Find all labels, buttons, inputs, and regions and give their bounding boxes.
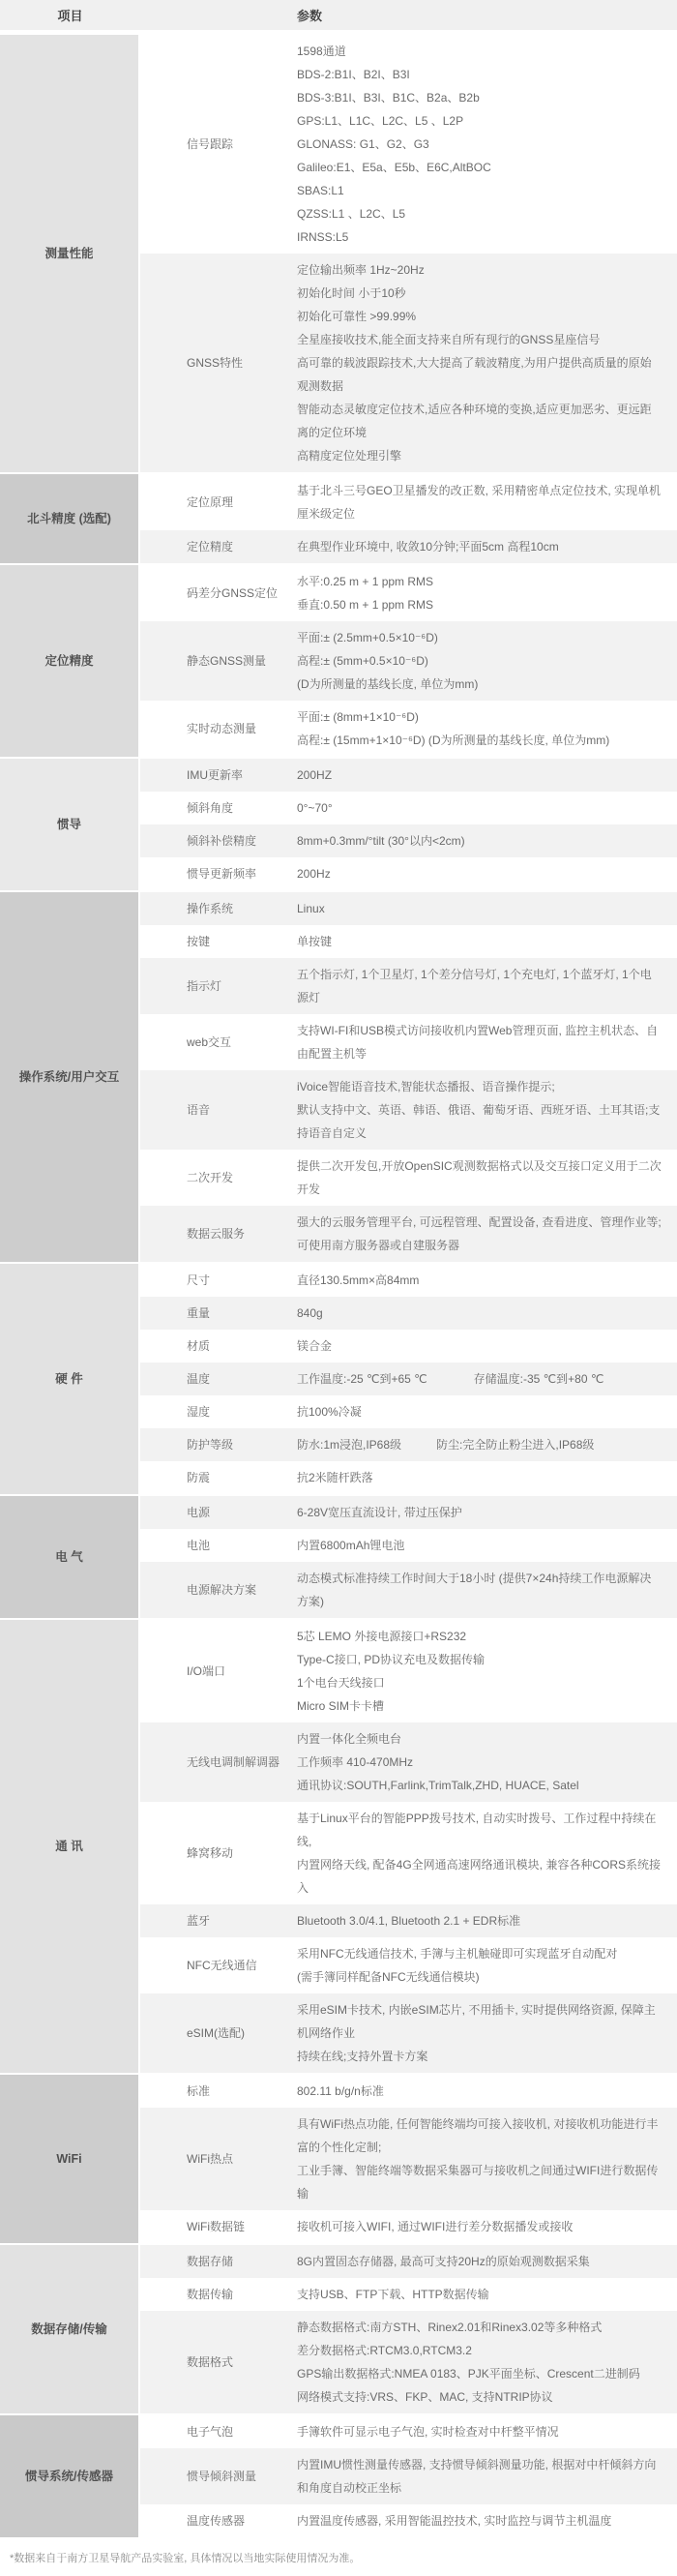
spec-row (140, 925, 677, 958)
value-line: BDS-3:B1I、B3I、B1C、B2a、B2b (297, 91, 480, 105)
category-section (0, 1494, 677, 1618)
param-values (297, 2453, 677, 2500)
param-name: 标准 (187, 2084, 211, 2098)
value-line: 抗2米随杆跌落 (297, 1471, 373, 1484)
param-name: 码差分GNSS定位 (187, 586, 279, 600)
param-values (297, 2509, 677, 2532)
value-line: 采用eSIM卡技术, 内嵌eSIM芯片, 不用插卡, 实时提供网络资源, 保障主机网络作业 (297, 2003, 656, 2040)
spec-row (140, 792, 677, 824)
param-name: 材质 (187, 1339, 211, 1353)
spec-row (140, 857, 677, 890)
value-line: 智能动态灵敏度定位技术,适应各种环境的变换,适应更加恶劣、更远距离的定位环境 (297, 403, 652, 439)
spec-row (140, 2448, 677, 2504)
param-name: 定位原理 (187, 495, 234, 509)
spec-row (140, 1620, 677, 1722)
param-values (297, 1501, 677, 1524)
param-name: 电源解决方案 (187, 1583, 257, 1597)
param-name: 数据格式 (187, 2355, 234, 2369)
spec-row (140, 474, 677, 530)
category-section (0, 1262, 677, 1494)
param-values (297, 535, 677, 558)
param-values (297, 1466, 677, 1489)
value-line: 单按键 (297, 935, 333, 948)
spec-row (140, 2311, 677, 2413)
spec-row (140, 530, 677, 563)
value-line: 0°~70° (297, 801, 333, 815)
param-name: 指示灯 (187, 979, 222, 993)
param-name: 湿度 (187, 1405, 211, 1419)
spec-table (0, 33, 677, 2537)
param-values (297, 258, 677, 467)
param-name: 蜂窝移动 (187, 1846, 234, 1860)
value-line: 接收机可接入WIFI, 通过WIFI进行差分数据播发或接收 (297, 2220, 574, 2233)
param-name: 电源 (187, 1506, 211, 1519)
category-label: 北斗精度 (选配) (0, 474, 140, 563)
value-line: 手簿软件可显示电子气泡, 实时检查对中杆整平情况 (297, 2425, 559, 2439)
category-rows (140, 759, 677, 890)
value-line: IRNSS:L5 (297, 230, 349, 244)
param-values (297, 2215, 677, 2238)
param-name: 防震 (187, 1471, 211, 1484)
value-line: 工作温度:-25 ℃到+65 ℃ 存储温度:-35 ℃到+80 ℃ (297, 1372, 604, 1386)
param-values (297, 2112, 677, 2205)
category-rows (140, 1264, 677, 1494)
param-values (297, 862, 677, 885)
spec-row (140, 1014, 677, 1070)
param-name: WiFi热点 (187, 2152, 233, 2166)
param-values (297, 1998, 677, 2068)
param-values (297, 829, 677, 853)
spec-row (140, 1150, 677, 1206)
value-line: 平面:± (8mm+1×10⁻⁶D) (297, 710, 419, 724)
spec-row (140, 1529, 677, 1562)
category-section (0, 2243, 677, 2413)
spec-row (140, 1904, 677, 1937)
value-line: 内置6800mAh锂电池 (297, 1539, 405, 1552)
param-values (297, 1567, 677, 1613)
spec-row (140, 2504, 677, 2537)
param-name: 无线电调制解调器 (187, 1755, 280, 1769)
param-name: 数据传输 (187, 2288, 234, 2301)
value-line: (需手簿同样配备NFC无线通信模块) (297, 1970, 480, 1984)
category-rows (140, 565, 677, 757)
value-line: 支持WI-FI和USB模式访问接收机内置Web管理页面, 监控主机状态、自由配置主机等 (297, 1024, 659, 1061)
param-name: 尺寸 (187, 1273, 211, 1287)
spec-row (140, 1993, 677, 2073)
value-line: 高程:± (5mm+0.5×10⁻⁶D) (297, 654, 428, 668)
category-rows (140, 892, 677, 1262)
param-values (297, 40, 677, 249)
value-line: GPS:L1、L1C、L2C、L5 、L2P (297, 114, 464, 128)
param-name: 电池 (187, 1539, 211, 1552)
category-rows (140, 1620, 677, 2073)
param-values (297, 2250, 677, 2273)
value-line: 全星座接收技术,能全面支持来自所有现行的GNSS星座信号 (297, 333, 601, 346)
category-label: 硬 件 (0, 1264, 140, 1494)
spec-row (140, 35, 677, 254)
value-line: 8G内置固态存储器, 最高可支持20Hz的原始观测数据采集 (297, 2255, 590, 2268)
spec-row (140, 1206, 677, 1262)
spec-row (140, 1297, 677, 1330)
value-line: iVoice智能语音技术,智能状态播报、语音操作提示; (297, 1080, 555, 1093)
value-line: 840g (297, 1306, 323, 1320)
value-line: 高可靠的载波跟踪技术,大大提高了载波精度,为用户提供高质量的原始观测数据 (297, 356, 652, 393)
value-line: 高精度定位处理引擎 (297, 449, 402, 463)
param-name: 温度 (187, 1372, 211, 1386)
value-line: 802.11 b/g/n标准 (297, 2084, 384, 2098)
value-line: 默认支持中文、英语、韩语、俄语、葡萄牙语、西班牙语、土耳其语;支持语音自定义 (297, 1103, 661, 1140)
spec-row (140, 1363, 677, 1395)
param-values (297, 1400, 677, 1423)
category-rows (140, 2075, 677, 2243)
value-line: 动态模式标准持续工作时间大于18小时 (提供7×24h持续工作电源解决方案) (297, 1572, 652, 1608)
param-values (297, 2316, 677, 2409)
param-name: NFC无线通信 (187, 1959, 257, 1972)
spec-row (140, 2108, 677, 2210)
category-label: 惯导系统/传感器 (0, 2415, 140, 2537)
param-values (297, 1367, 677, 1391)
category-label: WiFi (0, 2075, 140, 2243)
value-line: 可使用南方服务器或自建服务器 (297, 1239, 460, 1252)
param-values (297, 626, 677, 696)
param-values (297, 764, 677, 787)
value-line: 基于Linux平台的智能PPP拨号技术, 自动实时拨号、工作过程中持续在线, (297, 1812, 657, 1848)
param-name: 信号跟踪 (187, 137, 234, 151)
value-line: 差分数据格式:RTCM3.0,RTCM3.2 (297, 2344, 472, 2357)
value-line: 内置网络天线, 配备4G全网通高速网络通讯模块, 兼容各种CORS系统接入 (297, 1858, 662, 1895)
param-values (297, 1625, 677, 1718)
spec-row (140, 1722, 677, 1802)
value-line: 五个指示灯, 1个卫星灯, 1个差分信号灯, 1个充电灯, 1个蓝牙灯, 1个电源灯 (297, 968, 652, 1004)
spec-row (140, 1330, 677, 1363)
param-values (297, 1807, 677, 1900)
param-name: I/O端口 (187, 1664, 226, 1678)
category-section (0, 1618, 677, 2073)
spec-row (140, 1428, 677, 1461)
param-values (297, 1433, 677, 1456)
param-name: 电子气泡 (187, 2425, 234, 2439)
value-line: 垂直:0.50 m + 1 ppm RMS (297, 598, 434, 612)
category-label: 数据存储/传输 (0, 2245, 140, 2413)
spec-row (140, 1562, 677, 1618)
header-param-column: 参数 (297, 9, 323, 23)
category-rows (140, 35, 677, 472)
param-values (297, 1727, 677, 1797)
param-values (297, 1269, 677, 1292)
category-label: 操作系统/用户交互 (0, 892, 140, 1262)
param-name: 数据云服务 (187, 1227, 246, 1241)
category-section (0, 472, 677, 563)
param-values (297, 1211, 677, 1257)
param-name: eSIM(选配) (187, 2026, 246, 2040)
value-line: 通讯协议:SOUTH,Farlink,TrimTalk,ZHD, HUACE, Satel (297, 1779, 579, 1792)
param-name: 惯导倾斜测量 (187, 2470, 257, 2483)
param-values (297, 2420, 677, 2443)
value-line: 1598通道 (297, 45, 346, 58)
value-line: 镁合金 (297, 1339, 333, 1353)
param-values (297, 1909, 677, 1932)
param-name: 实时动态测量 (187, 722, 257, 735)
category-rows (140, 2245, 677, 2413)
param-values (297, 1534, 677, 1557)
category-label: 定位精度 (0, 565, 140, 757)
param-values (297, 1075, 677, 1145)
spec-row (140, 1802, 677, 1904)
param-name: 按键 (187, 935, 211, 948)
param-name: 温度传感器 (187, 2514, 246, 2528)
spec-row (140, 2245, 677, 2278)
category-rows (140, 2415, 677, 2537)
spec-row (140, 892, 677, 925)
value-line: 具有WiFi热点功能, 任何智能终端均可接入接收机, 对接收机功能进行丰富的个性化定制; (297, 2117, 659, 2154)
value-line: QZSS:L1 、L2C、L5 (297, 207, 406, 221)
value-line: 8mm+0.3mm/°tilt (30°以内<2cm) (297, 834, 465, 848)
spec-row (140, 621, 677, 701)
param-name: 蓝牙 (187, 1914, 211, 1928)
value-line: 200Hz (297, 867, 331, 881)
param-values (297, 930, 677, 953)
param-values (297, 570, 677, 616)
value-line: 网络模式支持:VRS、FKP、MAC, 支持NTRIP协议 (297, 2390, 553, 2404)
spec-row (140, 254, 677, 472)
value-line: 内置IMU惯性测量传感器, 支持惯导倾斜测量功能, 根据对中杆倾斜方向和角度自动校正坐标 (297, 2458, 657, 2495)
header-item-column: 项目 (57, 9, 83, 23)
param-name: WiFi数据链 (187, 2220, 245, 2233)
param-values (297, 705, 677, 752)
category-section (0, 33, 677, 472)
value-line: Bluetooth 3.0/4.1, Bluetooth 2.1 + EDR标准 (297, 1914, 521, 1928)
param-name: web交互 (187, 1035, 232, 1049)
value-line: 工作频率 410-470MHz (297, 1755, 414, 1769)
spec-row (140, 2415, 677, 2448)
value-line: 抗100%冷凝 (297, 1405, 362, 1419)
spec-row (140, 824, 677, 857)
spec-row (140, 1264, 677, 1297)
category-section (0, 757, 677, 890)
param-name: 定位精度 (187, 540, 234, 554)
spec-row (140, 759, 677, 792)
category-label: 惯导 (0, 759, 140, 890)
value-line: Galileo:E1、E5a、E5b、E6C,AltBOC (297, 161, 491, 174)
spec-row (140, 2278, 677, 2311)
param-name: 语音 (187, 1103, 211, 1117)
param-values (297, 1154, 677, 1201)
value-line: 高程:± (15mm+1×10⁻⁶D) (D为所测量的基线长度, 单位为mm) (297, 734, 610, 747)
category-rows (140, 1496, 677, 1618)
param-name: 静态GNSS测量 (187, 654, 267, 668)
value-line: 初始化时间 小于10秒 (297, 286, 406, 300)
value-line: 持续在线;支持外置卡方案 (297, 2050, 428, 2063)
param-name: 倾斜角度 (187, 801, 234, 815)
spec-row (140, 2075, 677, 2108)
value-line: 6-28V宽压直流设计, 带过压保护 (297, 1506, 462, 1519)
value-line: 5芯 LEMO 外接电源接口+RS232 (297, 1630, 467, 1643)
value-line: 内置温度传感器, 采用智能温控技术, 实时监控与调节主机温度 (297, 2514, 612, 2528)
param-values (297, 1334, 677, 1358)
param-values (297, 1019, 677, 1065)
spec-row (140, 565, 677, 621)
value-line: 基于北斗三号GEO卫星播发的改正数, 采用精密单点定位技术, 实现单机厘米级定位 (297, 484, 662, 521)
category-rows (140, 474, 677, 563)
param-name: 操作系统 (187, 902, 234, 915)
value-line: 定位输出频率 1Hz~20Hz (297, 263, 425, 277)
category-section (0, 890, 677, 1262)
param-values (297, 2080, 677, 2103)
value-line: (D为所测量的基线长度, 单位为mm) (297, 677, 479, 691)
param-values (297, 963, 677, 1009)
param-name: GNSS特性 (187, 356, 244, 370)
value-line: 水平:0.25 m + 1 ppm RMS (297, 575, 434, 588)
param-values (297, 479, 677, 525)
param-name: 二次开发 (187, 1171, 234, 1184)
spec-row (140, 701, 677, 757)
category-section (0, 563, 677, 757)
category-section (0, 2073, 677, 2243)
value-line: 直径130.5mm×高84mm (297, 1273, 420, 1287)
spec-row (140, 1395, 677, 1428)
value-line: 平面:± (2.5mm+0.5×10⁻⁶D) (297, 631, 438, 644)
param-values (297, 897, 677, 920)
value-line: 静态数据格式:南方STH、Rinex2.01和Rinex3.02等多种格式 (297, 2321, 603, 2334)
param-values (297, 2283, 677, 2306)
value-line: Micro SIM卡卡槽 (297, 1699, 385, 1713)
value-line: Linux (297, 902, 325, 915)
param-name: 惯导更新频率 (187, 867, 257, 881)
category-label: 通 讯 (0, 1620, 140, 2073)
value-line: 在典型作业环境中, 收敛10分钟;平面5cm 高程10cm (297, 540, 559, 554)
param-values (297, 796, 677, 820)
value-line: 1个电台天线接口 (297, 1676, 385, 1690)
value-line: Type-C接口, PD协议充电及数据传输 (297, 1653, 486, 1666)
spec-row (140, 1070, 677, 1150)
category-section (0, 2413, 677, 2537)
param-name: 数据存储 (187, 2255, 234, 2268)
spec-row (140, 2210, 677, 2243)
table-header (0, 0, 677, 30)
value-line: GLONASS: G1、G2、G3 (297, 137, 429, 151)
value-line: GPS输出数据格式:NMEA 0183、PJK平面坐标、Crescent二进制码 (297, 2367, 640, 2381)
param-name: 倾斜补偿精度 (187, 834, 257, 848)
param-name: 防护等级 (187, 1438, 234, 1452)
value-line: 初始化可靠性 >99.99% (297, 310, 417, 323)
value-line: 内置一体化全频电台 (297, 1732, 402, 1746)
value-line: 200HZ (297, 768, 333, 782)
spec-row (140, 1461, 677, 1494)
value-line: 采用NFC无线通信技术, 手簿与主机触碰即可实现蓝牙自动配对 (297, 1947, 618, 1961)
param-name: 重量 (187, 1306, 211, 1320)
spec-row (140, 1937, 677, 1993)
category-label: 电 气 (0, 1496, 140, 1618)
value-line: 提供二次开发包,开放OpenSIC观测数据格式以及交互接口定义用于二次开发 (297, 1159, 662, 1196)
value-line: 支持USB、FTP下载、HTTP数据传输 (297, 2288, 489, 2301)
value-line: BDS-2:B1I、B2I、B3I (297, 68, 410, 81)
param-values (297, 1302, 677, 1325)
value-line: 工业手簿、智能终端等数据采集器可与接收机之间通过WIFI进行数据传输 (297, 2164, 659, 2201)
value-line: 强大的云服务管理平台, 可远程管理、配置设备, 查看进度、管理作业等; (297, 1215, 662, 1229)
category-label: 测量性能 (0, 35, 140, 472)
spec-row (140, 958, 677, 1014)
value-line: 防水:1m浸泡,IP68级 防尘:完全防止粉尘进入,IP68级 (297, 1438, 595, 1452)
param-values (297, 1942, 677, 1989)
spec-row (140, 1496, 677, 1529)
footnote: *数据来自于南方卫星导航产品实验室, 具体情况以当地实际使用情况为准。 (10, 2553, 361, 2564)
value-line: SBAS:L1 (297, 184, 344, 197)
param-name: IMU更新率 (187, 768, 243, 782)
